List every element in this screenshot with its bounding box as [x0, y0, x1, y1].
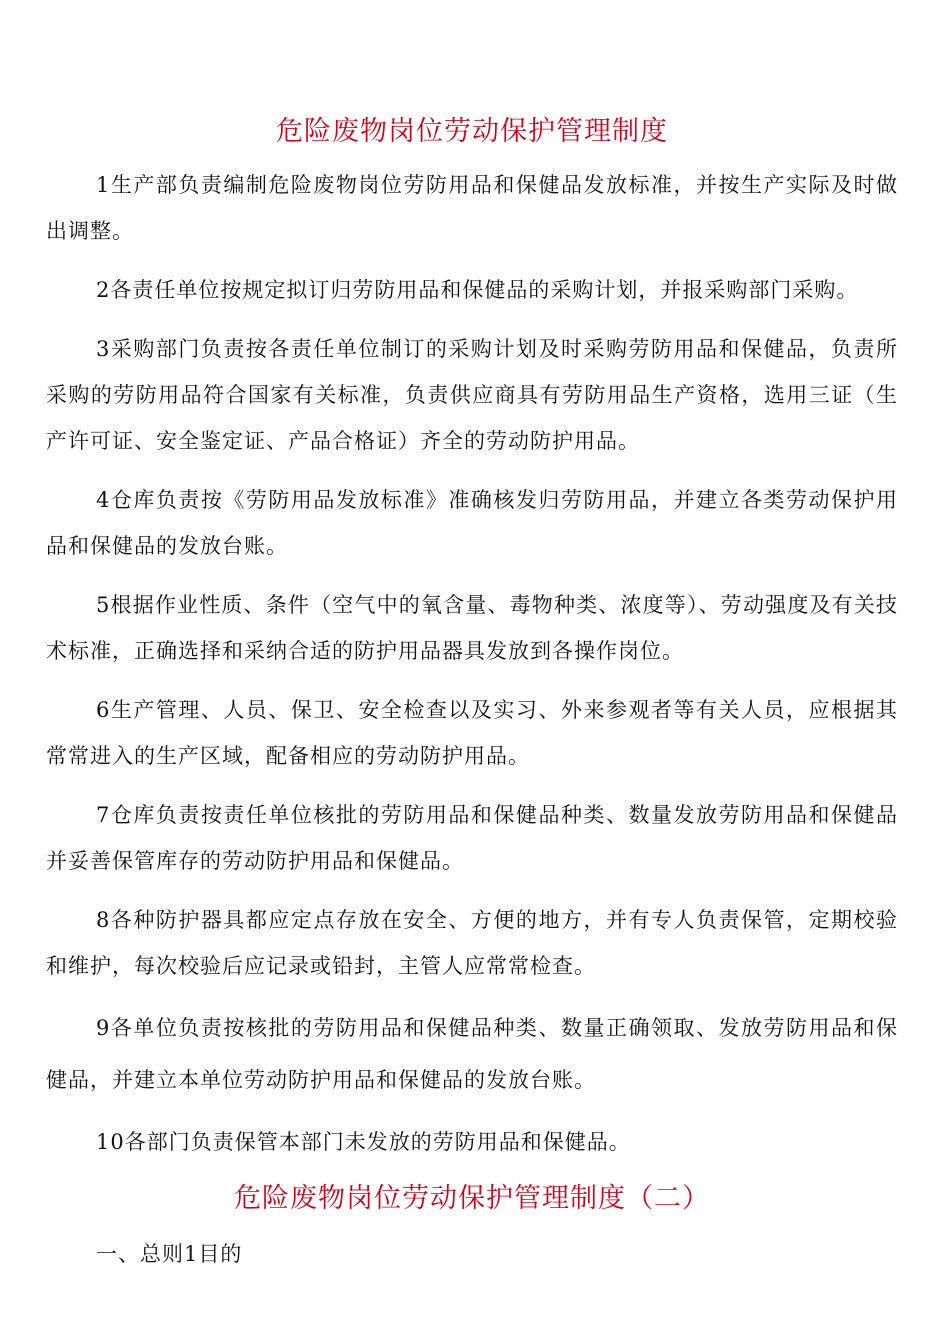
document-title: 危险废物岗位劳动保护管理制度 [276, 116, 668, 147]
paragraph-6: 6生产管理、人员、保卫、安全检查以及实习、外来参观者等有关人员，应根据其常常进入的生产区域，配备相应的劳动防护用品。 [46, 698, 898, 768]
paragraph-4: 4仓库负责按《劳防用品发放标准》准确核发归劳防用品，并建立各类劳动保护用品和保健品的发放台账。 [46, 488, 898, 558]
paragraph-8: 8各种防护器具都应定点存放在安全、方便的地方，并有专人负责保管，定期校验和维护，每次校验后应记录或铅封，主管人应常常检查。 [46, 908, 898, 978]
paragraph-3: 3采购部门负责按各责任单位制订的采购计划及时采购劳防用品和保健品，负责所采购的劳防用品符合国家有关标准，负责供应商具有劳防用品生产资格，选用三证（生产许可证、安全鉴定证、产品合格证）齐全的劳动防护用品。 [46, 337, 898, 453]
paragraph-2: 2各责任单位按规定拟订归劳防用品和保健品的采购计划，并报采购部门采购。 [96, 278, 859, 302]
document-title-2: 危险废物岗位劳动保护管理制度（二） [234, 1183, 710, 1214]
document-body [46, 112, 898, 1290]
paragraph-10: 10各部门负责保管本部门未发放的劳防用品和保健品。 [96, 1130, 631, 1154]
paragraph-9: 9各单位负责按核批的劳防用品和保健品种类、数量正确领取、发放劳防用品和保健品，并建立本单位劳动防护用品和保健品的发放台账。 [46, 1016, 898, 1092]
paragraph-1: 1生产部负责编制危险废物岗位劳防用品和保健品发放标准，并按生产实际及时做出调整。 [46, 173, 898, 243]
paragraph-7: 7仓库负责按责任单位核批的劳防用品和保健品种类、数量发放劳防用品和保健品并妥善保管库存的劳动防护用品和保健品。 [46, 803, 898, 873]
paragraph-5: 5根据作业性质、条件（空气中的氧含量、毒物种类、浓度等）、劳动强度及有关技术标准，正确选择和采纳合适的防护用品器具发放到各操作岗位。 [46, 593, 898, 663]
section-heading: 一、总则1目的 [96, 1242, 243, 1266]
